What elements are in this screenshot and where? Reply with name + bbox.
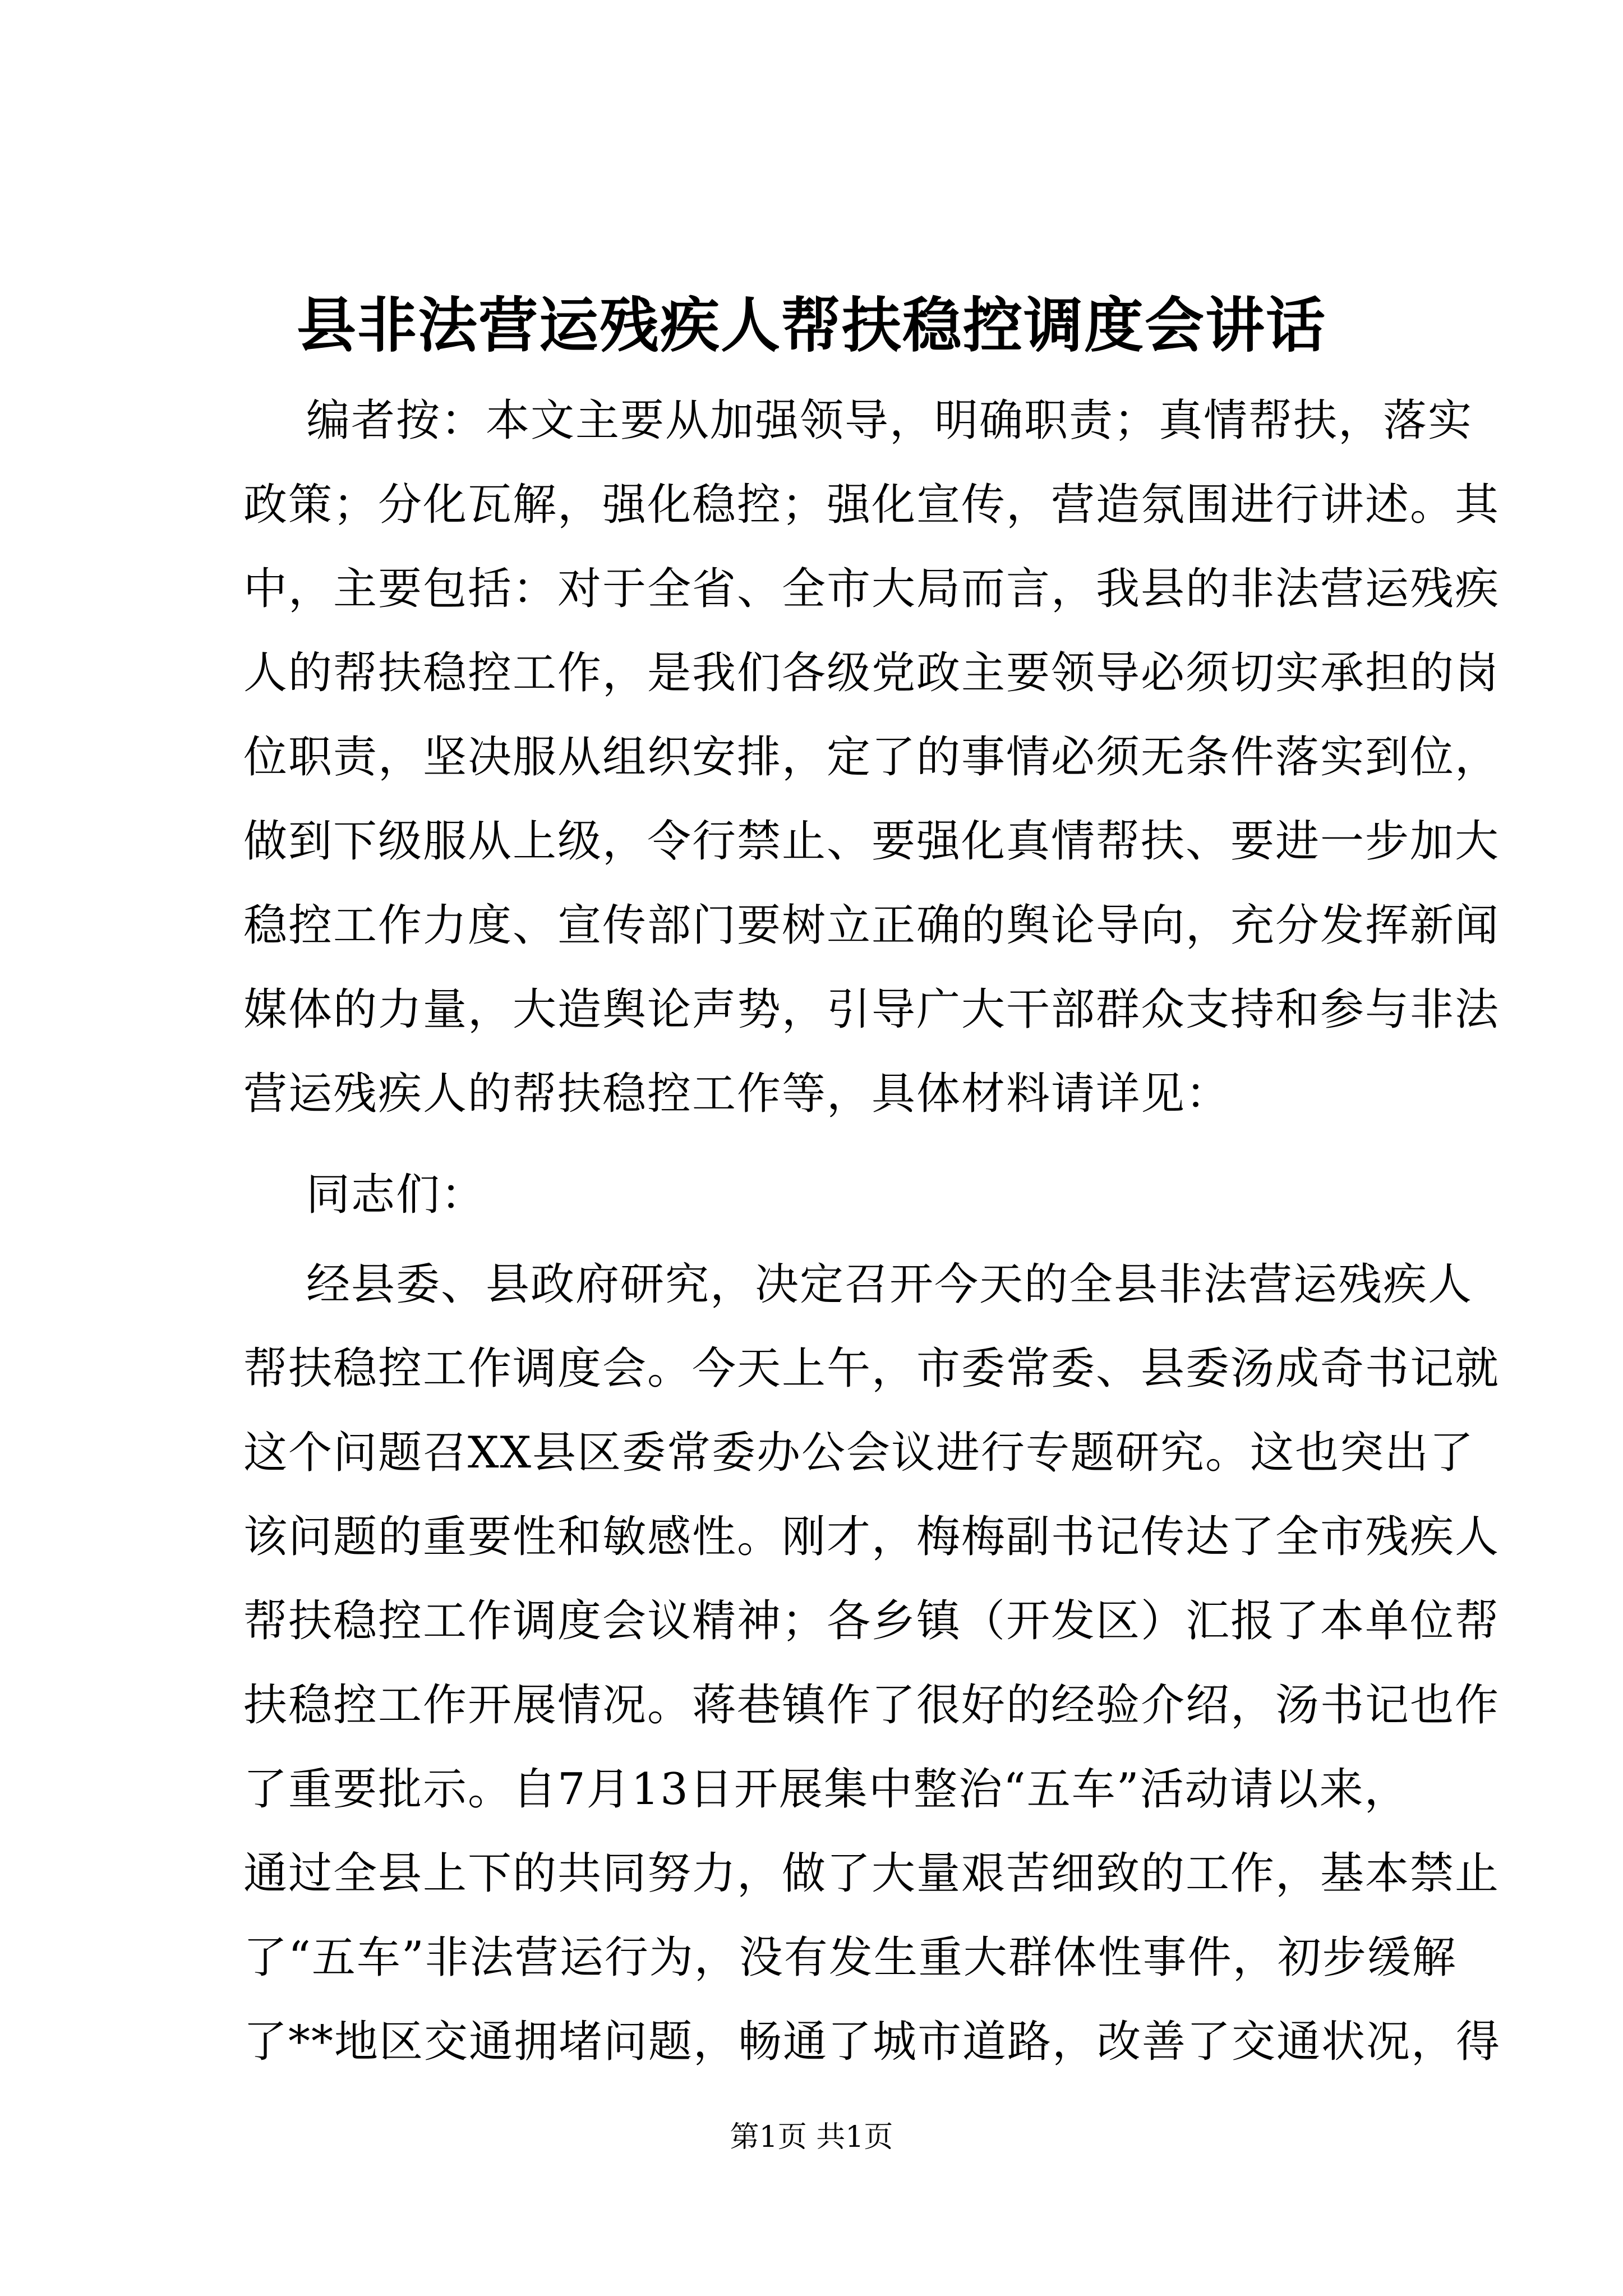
document-title: 县非法营运残疾人帮扶稳控调度会讲话 — [297, 290, 1326, 360]
paragraph-line: 媒体的力量，大造舆论声势，引导广大干部群众支持和参与非法 — [243, 984, 1500, 1035]
paragraph-line: 了“五车”非法营运行为，没有发生重大群体性事件，初步缓解 — [243, 1932, 1457, 1983]
paragraph-line: 编者按：本文主要从加强领导，明确职责；真情帮扶，落实 — [306, 395, 1473, 446]
paragraph-line: 做到下级服从上级，令行禁止、要强化真情帮扶、要进一步加大 — [243, 816, 1500, 867]
paragraph-line: 通过全县上下的共同努力，做了大量艰苦细致的工作，基本禁止 — [243, 1848, 1500, 1899]
paragraph-line: 了**地区交通拥堵问题，畅通了城市道路，改善了交通状况，得 — [243, 2017, 1501, 2067]
paragraph-line: 政策；分化瓦解，强化稳控；强化宣传，营造氛围进行讲述。其 — [243, 480, 1500, 530]
page-number-footer: 第1页 共1页 — [730, 2120, 893, 2154]
paragraph-line: 扶稳控工作开展情况。蒋巷镇作了很好的经验介绍，汤书记也作 — [243, 1680, 1500, 1731]
salutation-line: 同志们： — [306, 1170, 486, 1220]
paragraph-line: 这个问题召XX县区委常委办公会议进行专题研究。这也突出了 — [243, 1428, 1475, 1478]
paragraph-line: 该问题的重要性和敏感性。刚才，梅梅副书记传达了全市残疾人 — [243, 1512, 1500, 1562]
paragraph-line: 帮扶稳控工作调度会议精神；各乡镇（开发区）汇报了本单位帮 — [243, 1596, 1500, 1646]
paragraph-line: 营运残疾人的帮扶稳控工作等，具体材料请详见： — [243, 1069, 1231, 1119]
paragraph-line: 经县委、县政府研究，决定召开今天的全县非法营运残疾人 — [306, 1259, 1473, 1310]
paragraph-line: 帮扶稳控工作调度会。今天上午，市委常委、县委汤成奇书记就 — [243, 1343, 1500, 1394]
paragraph-line: 中，主要包括：对于全省、全市大局而言，我县的非法营运残疾 — [243, 564, 1500, 614]
paragraph-line: 位职责，坚决服从组织安排，定了的事情必须无条件落实到位， — [243, 732, 1500, 783]
paragraph-line: 人的帮扶稳控工作，是我们各级党政主要领导必须切实承担的岗 — [243, 648, 1500, 698]
paragraph-line: 稳控工作力度、宣传部门要树立正确的舆论导向，充分发挥新闻 — [243, 900, 1500, 951]
paragraph-line: 了重要批示。自7月13日开展集中整治“五车”活动请以来， — [243, 1764, 1409, 1815]
